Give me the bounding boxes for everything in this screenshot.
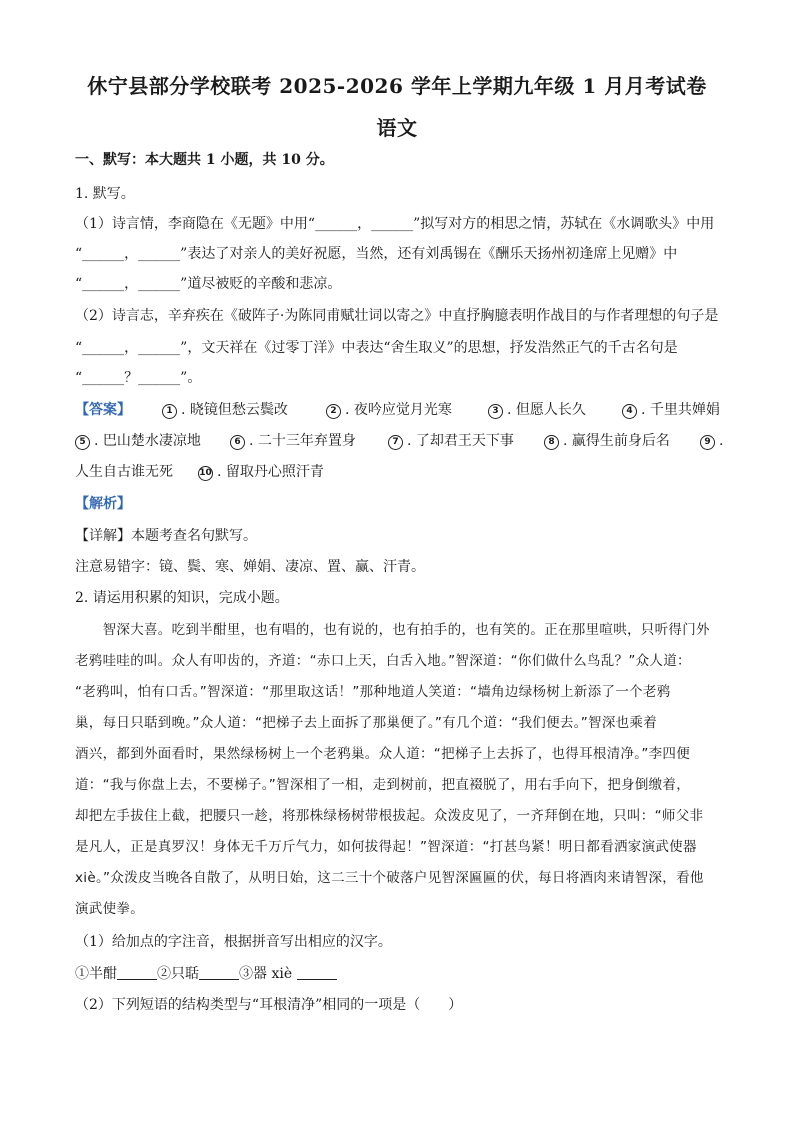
page-subtitle: 语文 xyxy=(376,116,418,140)
answer-item xyxy=(326,400,452,420)
question-1-part1-line1: （1）诗言情，李商隐在《无题》中用“______，______”拟写对方的相思之情，苏轼在《水调歌头》中用 xyxy=(75,216,715,232)
answer-blank[interactable] xyxy=(117,965,157,980)
passage-line: 老鸦哇哇的叫。众人有叩齿的，齐道：“赤口上天，白舌入地。”智深道：“你们做什么鸟乱？”众人道： xyxy=(75,653,691,669)
answer-item xyxy=(388,431,514,451)
question-1-part1-line2: “______，______”表达了对亲人的美好祝愿，当然，还有刘禹锡在《酬乐天扬州初逢席上见赠》中 xyxy=(75,246,678,262)
question-1-part2-line3: “______？______”。 xyxy=(75,370,202,386)
analysis-note: 注意易错字：镜、鬓、寒、婵娟、凄凉、置、赢、汗青。 xyxy=(75,559,425,575)
passage-line: “老鸦叫，怕有口舌。”智深道：“那里取这话！”那种地道人笑道：“墙角边绿杨树上新添了一个老鸦 xyxy=(75,684,671,700)
answer-item xyxy=(544,431,670,451)
question-2-sub2: （2）下列短语的结构类型与“耳根清净”相同的一项是（ ） xyxy=(75,997,463,1013)
answer-text: . 千里共婵娟 xyxy=(641,402,720,418)
circled-number: 9 xyxy=(700,435,715,450)
passage-line: 演武使拳。 xyxy=(75,901,144,917)
section-heading: 一、默写：本大题共 1 小题，共 10 分。 xyxy=(75,152,334,168)
answer-blank[interactable] xyxy=(297,965,337,980)
passage-line: 道：“我与你盘上去，不要梯子。”智深相了一相，走到树前，把直裰脱了，用右手向下，把身倒缴着， xyxy=(75,777,691,793)
answer-text: . 晓镜但愁云鬓改 xyxy=(181,402,288,418)
page-title: 休宁县部分学校联考 2025-2026 学年上学期九年级 1 月月考试卷 xyxy=(87,74,707,98)
circled-number: 7 xyxy=(388,435,403,450)
question-2-sub1: （1）给加点的字注音，根据拼音写出相应的汉字。 xyxy=(75,934,392,950)
answer-blank[interactable] xyxy=(199,965,239,980)
answer-item xyxy=(622,400,720,420)
answer-text: . xyxy=(719,433,724,449)
answer-item xyxy=(230,431,356,451)
answer-text: . 了却君王天下事 xyxy=(407,433,514,449)
analysis-detail: 【详解】本题考查名句默写。 xyxy=(75,528,257,544)
answer-item xyxy=(162,400,288,420)
analysis-tag: 【解析】 xyxy=(75,496,131,512)
answer-item xyxy=(488,400,586,420)
answer-tag: 【答案】 xyxy=(75,402,131,418)
blank-label: ③器 xiè xyxy=(239,966,297,982)
circled-number: 1 xyxy=(162,404,177,419)
answer-item xyxy=(75,431,201,451)
question-1-part2-line2: “______，______”，文天祥在《过零丁洋》中表达“舍生取义”的思想，抒发浩然正气的千古名句是 xyxy=(75,340,678,356)
question-1-stem: 1. 默写。 xyxy=(75,186,135,202)
passage-line: 酒兴，都到外面看时，果然绿杨树上一个老鸦巢。众人道：“把梯子上去拆了，也得耳根清净。”李四便 xyxy=(75,746,691,762)
circled-number: 4 xyxy=(622,404,637,419)
circled-number: 6 xyxy=(230,435,245,450)
answer-text: . 二十三年弃置身 xyxy=(249,433,356,449)
answer-text: . 赢得生前身后名 xyxy=(563,433,670,449)
circled-number: 8 xyxy=(544,435,559,450)
blank-label: ①半酣 xyxy=(75,966,117,982)
question-1-part1-line3: “______，______”道尽被贬的辛酸和悲凉。 xyxy=(75,276,342,292)
passage-line: 却把左手拔住上截，把腰只一趁，将那株绿杨树带根拔起。众泼皮见了，一齐拜倒在地，只叫：“师父非 xyxy=(75,808,704,824)
passage-line: xiè。”众泼皮当晚各自散了，从明日始，这二三十个破落户见智深匾匾的伏，每日将酒肉来请智深，看他 xyxy=(75,870,704,886)
answer-text: . 夜吟应觉月光寒 xyxy=(345,402,452,418)
question-2-sub1-blanks xyxy=(75,964,725,984)
passage-line: 是凡人，正是真罗汉！身体无千万斤气力，如何拔得起！”智深道：“打甚鸟紧！明日都看洒家演武使器 xyxy=(75,839,697,855)
question-1-part2-line1: （2）诗言志，辛弃疾在《破阵子·为陈同甫赋壮词以寄之》中直抒胸臆表明作战目的与作者理想的句子是 xyxy=(75,308,719,324)
answer-text: . 巴山楚水凄凉地 xyxy=(94,433,201,449)
blank-label: ②只聒 xyxy=(157,966,199,982)
answer-text: . 但愿人长久 xyxy=(507,402,586,418)
passage-line: 巢，每日只聒到晚。”众人道：“把梯子去上面拆了那巢便了。”有几个道：“我们便去。”智深也乘着 xyxy=(75,715,658,731)
circled-number: 10 xyxy=(198,466,213,481)
answer-item-continuation: 人生自古谁无死 xyxy=(75,464,173,480)
answer-text: . 留取丹心照汗青 xyxy=(217,464,324,480)
question-2-stem: 2. 请运用积累的知识，完成小题。 xyxy=(75,590,289,606)
passage-line: 智深大喜。吃到半酣里，也有唱的，也有说的，也有拍手的，也有笑的。正在那里喧哄，只听得门外 xyxy=(75,622,710,638)
circled-number: 2 xyxy=(326,404,341,419)
circled-number: 5 xyxy=(75,435,90,450)
circled-number: 3 xyxy=(488,404,503,419)
answer-item xyxy=(198,462,324,482)
answer-item xyxy=(700,431,723,451)
